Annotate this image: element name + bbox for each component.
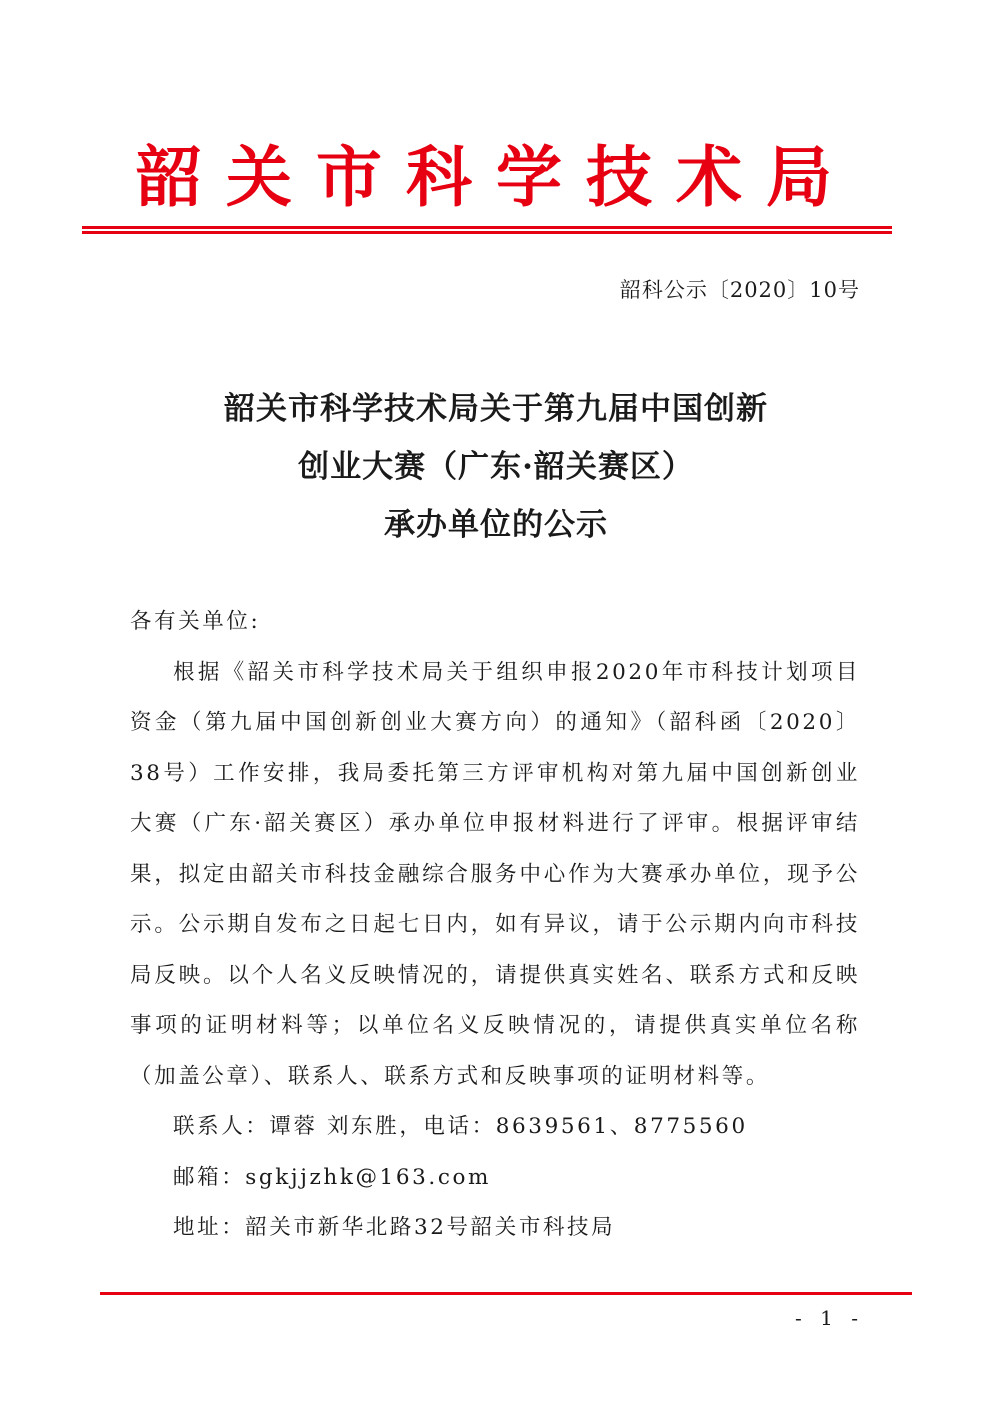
- document-number: 韶科公示〔2020〕10号: [619, 278, 860, 302]
- main-paragraph: 根据《韶关市科学技术局关于组织申报2020年市科技计划项目资金（第九届中国创新创业大赛方向）的通知》（韶科函〔2020〕38号）工作安排，我局委托第三方评审机构对第九届中国创新创业大赛（广东·韶关赛区）承办单位申报材料进行了评审。根据评审结果，拟定由韶关市科技金融综合服务中心作为大赛承办单位，现予公示。公示期自发布之日起七日内，如有异议，请于公示期内向市科技局反映。以个人名义反映情况的，请提供真实姓名、联系方式和反映事项的证明材料等；以单位名义反映情况的，请提供真实单位名称（加盖公章）、联系人、联系方式和反映事项的证明材料等。: [130, 659, 860, 1089]
- title-line-3: 承办单位的公示: [384, 507, 608, 543]
- title-line-2: 创业大赛（广东·韶关赛区）: [298, 449, 694, 485]
- masthead-org-name: 韶关市科学技术局: [136, 138, 856, 216]
- footer-red-rule: [100, 1292, 912, 1295]
- document-body: [130, 597, 860, 1254]
- contact-person-line: 联系人：谭蓉 刘东胜，电话：8639561、8775560: [173, 1114, 748, 1139]
- page-number: - 1 -: [795, 1306, 864, 1330]
- salutation: 各有关单位:: [130, 609, 261, 634]
- email-line: 邮箱：sgkjjzhk@163.com: [173, 1164, 492, 1190]
- masthead-red-rule-top: [82, 226, 892, 229]
- title-line-1: 韶关市科学技术局关于第九届中国创新: [224, 391, 768, 427]
- document-title: [90, 380, 902, 554]
- address-line: 地址：韶关市新华北路32号韶关市科技局: [173, 1215, 616, 1240]
- masthead-red-rule-bottom: [82, 231, 892, 234]
